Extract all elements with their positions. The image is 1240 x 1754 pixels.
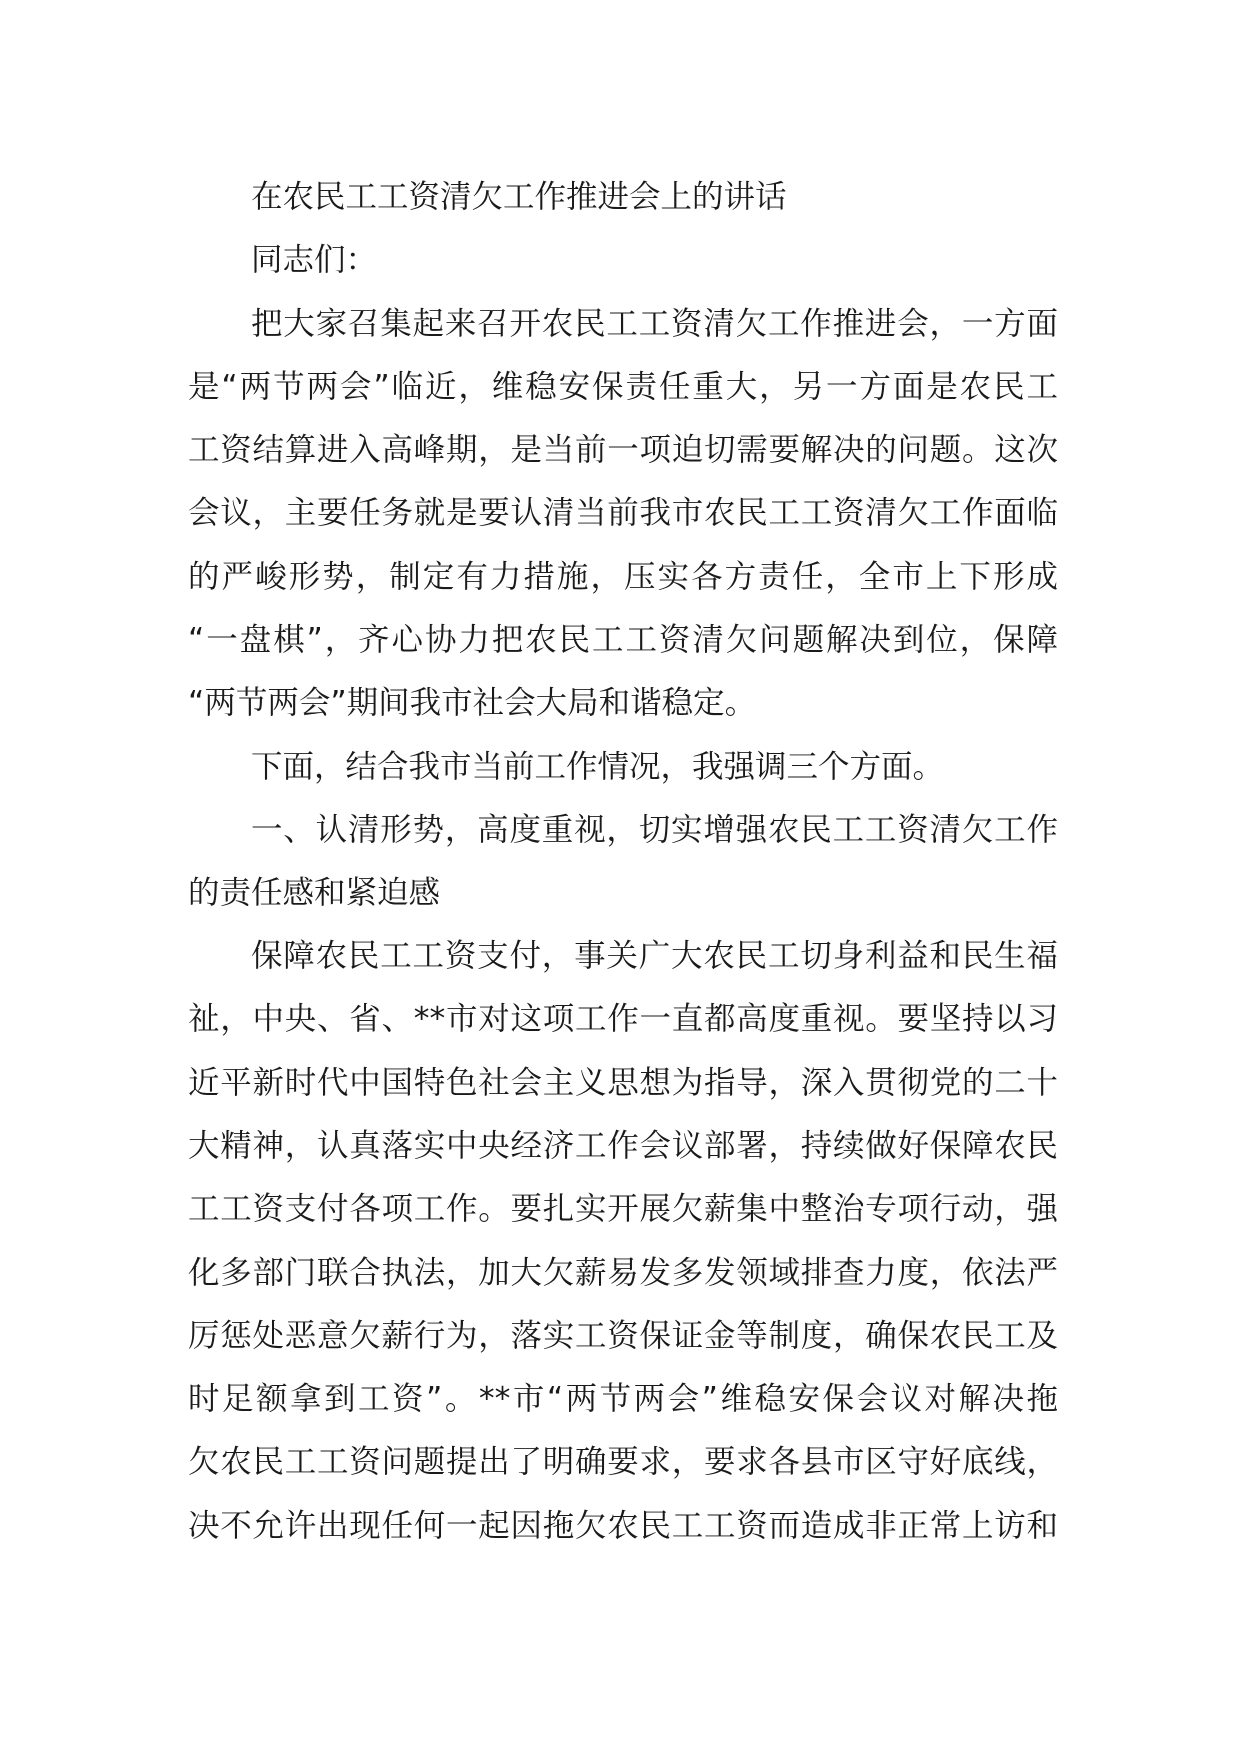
body-line: 的严峻形势，制定有力措施，压实各方责任，全市上下形成: [188, 559, 1058, 595]
body-line: 决不允许出现任何一起因拖欠农民工工资而造成非正常上访和: [188, 1508, 1058, 1544]
body-line: 会议，主要任务就是要认清当前我市农民工工资清欠工作面临: [188, 495, 1058, 531]
body-line: “两节两会”期间我市社会大局和谐稳定。: [188, 685, 757, 721]
body-line: 大精神，认真落实中央经济工作会议部署，持续做好保障农民: [188, 1128, 1058, 1164]
section-heading: 一、认清形势，高度重视，切实增强农民工工资清欠工作: [251, 812, 1058, 848]
body-line: “一盘棋”，齐心协力把农民工工资清欠问题解决到位，保障: [188, 622, 1058, 658]
body-line: 保障农民工工资支付，事关广大农民工切身利益和民生福: [251, 938, 1058, 974]
salutation: 同志们：: [251, 242, 378, 278]
body-line: 把大家召集起来召开农民工工资清欠工作推进会，一方面: [251, 306, 1058, 342]
body-line: 时足额拿到工资”。**市“两节两会”维稳安保会议对解决拖: [188, 1381, 1058, 1417]
body-line: 工工资支付各项工作。要扎实开展欠薪集中整治专项行动，强: [188, 1191, 1058, 1227]
body-line: 化多部门联合执法，加大欠薪易发多发领域排查力度，依法严: [188, 1255, 1058, 1291]
body-line: 是“两节两会”临近，维稳安保责任重大，另一方面是农民工: [188, 369, 1058, 405]
body-line: 近平新时代中国特色社会主义思想为指导，深入贯彻党的二十: [188, 1065, 1058, 1101]
document-title: 在农民工工资清欠工作推进会上的讲话: [251, 179, 787, 215]
body-line: 工资结算进入高峰期，是当前一项迫切需要解决的问题。这次: [188, 432, 1058, 468]
body-line: 欠农民工工资问题提出了明确要求，要求各县市区守好底线，: [188, 1444, 1058, 1480]
body-line: 祉，中央、省、**市对这项工作一直都高度重视。要坚持以习: [188, 1001, 1058, 1037]
body-line: 厉惩处恶意欠薪行为，落实工资保证金等制度，确保农民工及: [188, 1318, 1058, 1354]
section-heading-continued: 的责任感和紧迫感: [188, 875, 441, 911]
body-line: 下面，结合我市当前工作情况，我强调三个方面。: [251, 749, 945, 785]
